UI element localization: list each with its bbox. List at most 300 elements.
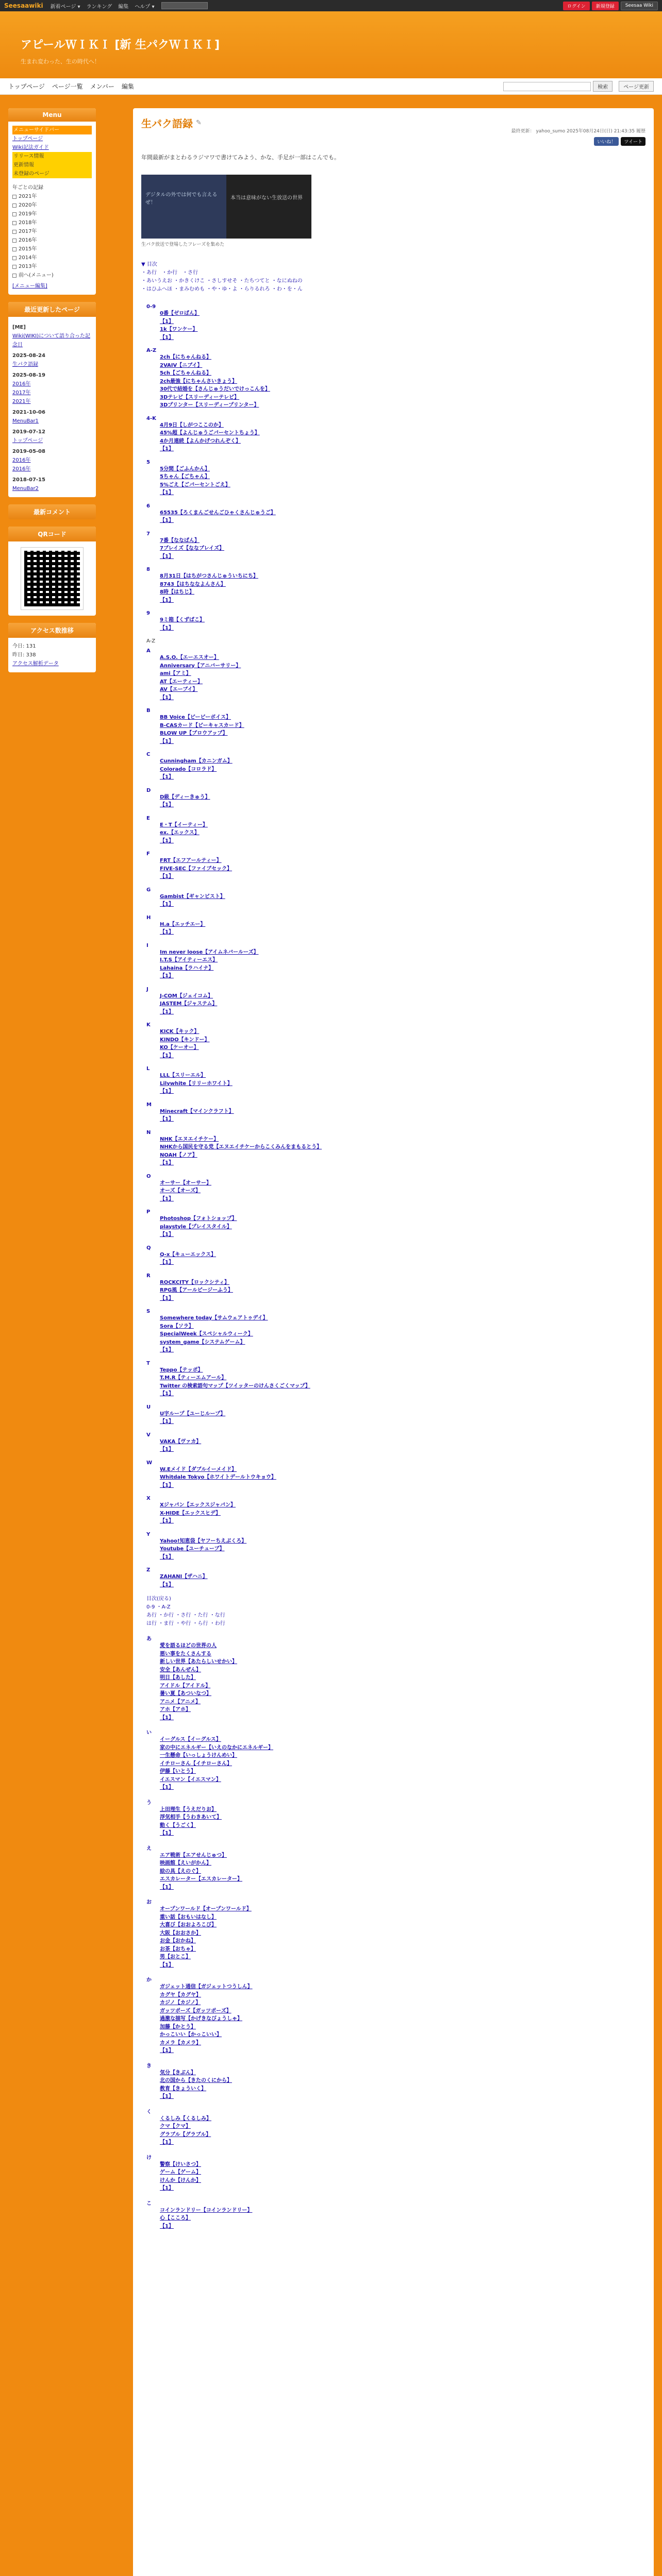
qr-box	[8, 527, 96, 616]
topbar-menu-ranking[interactable]: ランキング	[86, 4, 112, 10]
register-button[interactable]: 新規登録	[592, 2, 619, 10]
glossary-entry[interactable]: 30代で結婚を【さんじゅうだいでけっこんを】	[160, 386, 270, 392]
glossary-entry[interactable]: けんか【けんか】	[160, 2177, 201, 2183]
glossary-entry[interactable]: KINDO【キンドー】	[160, 1037, 210, 1043]
glossary-entry[interactable]: SpecialWeek【スペシャルウィーク】	[160, 1331, 253, 1337]
glossary-group-heading[interactable]: I	[146, 942, 148, 948]
glossary-entry[interactable]: イエスマン【イエスマン】	[160, 1776, 221, 1783]
recent-link[interactable]: 生パク語録	[12, 362, 38, 367]
glossary-entry[interactable]: 【1】	[160, 490, 174, 496]
glossary-entry[interactable]: Gambist【ギャンビスト】	[160, 893, 225, 900]
glossary-group	[141, 304, 646, 342]
glossary-entry[interactable]: 5%ごえ【ごパーセントごえ】	[160, 482, 230, 488]
year-item[interactable]	[12, 271, 92, 280]
recent-link[interactable]: 2016年	[12, 457, 31, 463]
glossary-entry[interactable]: 7番【ななばん】	[160, 537, 200, 544]
glossary-list	[160, 1852, 646, 1892]
glossary-entry[interactable]: 【1】	[160, 625, 174, 631]
glossary-entry[interactable]: 2ch最強【にちゃんさいきょう】	[160, 378, 238, 384]
glossary-entry[interactable]: 【1】	[160, 2048, 174, 2054]
glossary-entry[interactable]: 5分間【ごふんかん】	[160, 466, 210, 472]
glossary-entry[interactable]: 気分【きぶん】	[160, 2070, 196, 2076]
glossary-entry[interactable]: 警察【けいさつ】	[160, 2161, 201, 2167]
glossary-group	[141, 1273, 646, 1303]
glossary-entry[interactable]: ガジェット通信【ガジェットつうしん】	[160, 1984, 253, 1990]
glossary-group-heading[interactable]: V	[146, 1432, 151, 1438]
glossary-group-heading[interactable]: き	[146, 2063, 152, 2069]
glossary-entry[interactable]: 【1】	[160, 1518, 174, 1524]
glossary-group	[141, 348, 646, 410]
glossary-group	[141, 987, 646, 1016]
glossary-group-heading[interactable]: X	[146, 1496, 151, 1501]
recent-link[interactable]: MenuBar2	[12, 486, 39, 492]
glossary-entry[interactable]: 【1】	[160, 1884, 174, 1890]
alpha-heading[interactable]: A-Z	[146, 638, 156, 644]
recent-link[interactable]: 2021年	[12, 399, 31, 404]
topbar-menu-new[interactable]: 新着ページ ▾	[50, 4, 80, 10]
glossary-entry[interactable]: 【1】	[160, 1053, 174, 1059]
glossary-entry[interactable]: 大喜び【おおよろこび】	[160, 1922, 217, 1928]
glossary-list	[160, 2161, 646, 2193]
glossary-entry[interactable]: BB Voice【ビービーボイス】	[160, 715, 231, 720]
glossary-entry[interactable]: 【1】	[160, 1347, 174, 1353]
facebook-like-button[interactable]: いいね！	[594, 137, 619, 146]
glossary-group	[141, 2199, 646, 2231]
seesaa-wiki-button[interactable]: Seesaa Wiki	[621, 2, 658, 10]
glossary-entry[interactable]: 【1】	[160, 2223, 174, 2229]
glossary-entry[interactable]: カグヤ【カグヤ】	[160, 1992, 201, 1998]
glossary-entry[interactable]: 映画館【えいがかん】	[160, 1860, 211, 1866]
glossary-group-heading[interactable]: P	[146, 1209, 151, 1215]
glossary-entry[interactable]: 【1】	[160, 1116, 174, 1122]
glossary-entry[interactable]: T.M.R【ティーエムアール】	[160, 1375, 227, 1381]
glossary-entry[interactable]: Twitter の検索語句マップ【ツイッターのけんさくごくマップ】	[160, 1383, 310, 1389]
toc-line[interactable]: ・はひふへほ ・まみむめも ・や・ゆ・よ ・らりるれろ ・わ・を・ん	[141, 286, 303, 292]
glossary-group-heading[interactable]: E	[146, 815, 150, 821]
glossary-group-heading[interactable]: く	[146, 2109, 152, 2115]
glossary-entry[interactable]: Lilywhite【リリーホワイト】	[160, 1080, 233, 1087]
glossary-entry[interactable]: 【1】	[160, 1160, 174, 1166]
toc-line[interactable]: ・あ行 ・か行 ・さ行	[141, 270, 198, 276]
nav-page-list[interactable]: ページ一覧	[52, 83, 83, 90]
glossary-entry[interactable]: アニメ【アニメ】	[160, 1699, 201, 1705]
glossary-entry[interactable]: Photoshop【フォトショップ】	[160, 1216, 237, 1222]
glossary-entry[interactable]: 愛を語るほどの世界の人	[160, 1643, 217, 1649]
glossary-entry[interactable]: Minecraft【マインクラフト】	[160, 1108, 234, 1114]
glossary-entry[interactable]: 2ch【にちゃんねる】	[160, 354, 212, 360]
glossary-entry[interactable]: クマ【クマ】	[160, 2124, 191, 2129]
glossary-entry[interactable]: Whitdale Tokyo【ホワイトデールトウキョウ】	[160, 1475, 276, 1480]
menu-item[interactable]: 未登録のページ	[12, 170, 92, 178]
glossary-entry[interactable]: 8743【はちななよんさん】	[160, 581, 226, 587]
glossary-entry[interactable]: D級【ディーきゅう】	[160, 794, 210, 800]
nav-edit[interactable]: 編集	[121, 83, 134, 90]
glossary-entry[interactable]: Anniversary【アニバーサリー】	[160, 663, 241, 669]
glossary-group-heading[interactable]: Q	[146, 1245, 151, 1251]
glossary-entry[interactable]: イチローさん【イチローさん】	[160, 1760, 232, 1767]
glossary-entry[interactable]: ZAHANI【ザハニ】	[160, 1574, 208, 1580]
glossary-group-heading[interactable]: 9	[146, 611, 150, 616]
glossary-entry[interactable]: 【1】	[160, 1232, 174, 1238]
glossary-entry[interactable]: 【1】	[160, 1089, 174, 1094]
glossary-group-heading[interactable]: F	[146, 851, 150, 857]
sub-toc-line[interactable]: 目次(戻る)	[146, 1596, 171, 1602]
glossary-entry[interactable]: 【1】	[160, 1554, 174, 1560]
recent-link[interactable]: 2016年	[12, 466, 31, 472]
glossary-group-heading[interactable]: O	[146, 1173, 151, 1179]
glossary-group	[141, 1567, 646, 1589]
glossary-entry[interactable]: イーグルス【イーグルス】	[160, 1737, 221, 1742]
glossary-entry[interactable]: Im never loose【アイムネバールーズ】	[160, 949, 259, 955]
glossary-entry[interactable]: JASTEM【ジャステム】	[160, 1001, 218, 1007]
glossary-entry[interactable]: NOAH【ノア】	[160, 1152, 197, 1158]
glossary-entry[interactable]: お茶【おちゃ】	[160, 1946, 196, 1952]
year-item[interactable]	[12, 253, 92, 262]
glossary-entry[interactable]: アホ【アホ】	[160, 1707, 191, 1713]
glossary-entry[interactable]: 【1】	[160, 973, 174, 979]
glossary-entry[interactable]: I.T.S【アイティーエス】	[160, 957, 218, 963]
glossary-entry[interactable]: ゲーム【ゲーム】	[160, 2170, 201, 2175]
glossary-entry[interactable]: Cunningham【カニンガム】	[160, 758, 233, 764]
glossary-group-heading[interactable]: J	[146, 986, 148, 992]
glossary-entry[interactable]: 5ちゃん【ごちゃん】	[160, 474, 210, 480]
glossary-entry[interactable]: Sora【ソラ】	[160, 1323, 194, 1329]
glossary-entry[interactable]: カジノ【カジノ】	[160, 2000, 201, 2006]
nav-top-page[interactable]: トップページ	[8, 83, 45, 90]
glossary-entry[interactable]: 北の国から【きたのくにから】	[160, 2078, 232, 2083]
glossary-entry[interactable]: 【1】	[160, 694, 174, 701]
glossary-entry[interactable]: FIVE-SEC【ファイブセック】	[160, 866, 233, 872]
glossary-entry[interactable]: ami【アミ】	[160, 671, 191, 676]
glossary-entry[interactable]: W.Eメイド【ダブルイーメイド】	[160, 1466, 237, 1472]
glossary-entry[interactable]: Lahaina【ラハイナ】	[160, 965, 214, 971]
glossary-entry[interactable]: Youtube【ユーチューブ】	[160, 1546, 225, 1552]
glossary-entry[interactable]: 絵の具【えのぐ】	[160, 1868, 201, 1874]
glossary-group-heading[interactable]: K	[146, 1022, 151, 1028]
menu-item[interactable]: メニューサイドバー	[12, 126, 92, 134]
glossary-list	[160, 1279, 646, 1303]
glossary-entry[interactable]: 暑い夏【あついなつ】	[160, 1691, 211, 1697]
recent-link[interactable]: MenuBar1	[12, 418, 39, 424]
glossary-entry[interactable]: 大阪【おおさか】	[160, 1930, 201, 1936]
menu-item[interactable]: リリース情報	[12, 152, 92, 161]
recent-list	[8, 317, 96, 497]
glossary-entry[interactable]: 【1】	[160, 874, 174, 879]
glossary-group-heading[interactable]: け	[146, 2155, 152, 2161]
glossary-entry[interactable]: 9ミ箱【くずばこ】	[160, 617, 205, 623]
glossary-entry[interactable]: 8時【はちじ】	[160, 589, 194, 595]
glossary-entry[interactable]: 【1】	[160, 2140, 174, 2145]
checkbox-icon	[12, 239, 16, 243]
glossary-entry[interactable]: 8月31日【はちがつさんじゅういちにち】	[160, 573, 258, 579]
glossary-entry[interactable]: 【1】	[160, 1009, 174, 1015]
glossary-entry[interactable]: 【1】	[160, 446, 174, 452]
checkbox-icon	[12, 230, 16, 234]
glossary-entry[interactable]: 65535【ろくまんごせんごひゃくさんじゅうご】	[160, 510, 276, 516]
glossary-entry[interactable]: Yahoo!知恵袋【ヤフーちえぶくろ】	[160, 1538, 247, 1544]
glossary-group-heading[interactable]: お	[146, 1900, 152, 1905]
glossary-list	[160, 857, 646, 881]
glossary-group-heading[interactable]: R	[146, 1273, 151, 1279]
glossary-group	[141, 943, 646, 980]
glossary-entry[interactable]: 心【こころ】	[160, 2215, 191, 2221]
glossary-entry[interactable]: 【1】	[160, 929, 174, 935]
glossary-entry[interactable]: NHKから国民を守る党【エヌエイチケーからこくみんをまもるとう】	[160, 1144, 322, 1150]
glossary-entry[interactable]: LLL【スリーエル】	[160, 1073, 206, 1078]
glossary-group-heading[interactable]: N	[146, 1129, 151, 1136]
glossary-entry[interactable]: 【1】	[160, 1582, 174, 1588]
glossary-entry[interactable]: 【1】	[160, 1391, 174, 1397]
glossary-group-heading[interactable]: か	[146, 1977, 152, 1983]
glossary-entry[interactable]: RPG風【アールピージーふう】	[160, 1287, 233, 1293]
glossary-group-heading[interactable]: T	[146, 1360, 150, 1366]
menu-item[interactable]: 更新情報	[12, 161, 92, 170]
wiki-search-input[interactable]	[503, 82, 591, 91]
year-item[interactable]	[12, 210, 92, 218]
glossary-entry[interactable]: 7ブレイズ【ななブレイズ】	[160, 546, 224, 551]
glossary-entry[interactable]: 【1】	[160, 1962, 174, 1968]
year-item[interactable]	[12, 262, 92, 271]
tweet-button[interactable]: ツイート	[621, 137, 646, 146]
glossary-entry[interactable]: system_game【システムゲーム】	[160, 1339, 245, 1345]
nav-members[interactable]: メンバー	[90, 83, 114, 90]
glossary-group	[141, 1404, 646, 1426]
glossary-entry[interactable]: B-CASカード【ビーキャスカード】	[160, 722, 244, 728]
glossary-list	[160, 992, 646, 1016]
glossary-group-heading[interactable]: 7	[146, 531, 150, 537]
glossary-group-heading[interactable]: あ	[146, 1636, 152, 1642]
toc-line[interactable]: ・あいうえお ・かきくけこ ・さしすせそ ・たちつてと ・なにぬねの	[141, 278, 303, 284]
glossary-entry[interactable]: 【1】	[160, 774, 174, 780]
year-item[interactable]	[12, 218, 92, 227]
glossary-entry[interactable]: KICK【キック】	[160, 1029, 200, 1035]
glossary-group-heading[interactable]: B	[146, 708, 151, 714]
glossary-entry[interactable]: オーサー【オーサー】	[160, 1180, 211, 1186]
year-item[interactable]	[12, 245, 92, 253]
sub-toc-line[interactable]: あ行 ・か行 ・さ行 ・た行 ・な行	[146, 1613, 225, 1618]
glossary-list	[160, 1537, 646, 1562]
glossary-group-heading[interactable]: 8	[146, 567, 150, 572]
glossary-entry[interactable]: 過激な描写【かげきなびょうしゃ】	[160, 2016, 242, 2022]
glossary-group	[141, 1460, 646, 1490]
glossary-entry[interactable]: オーズ【オーズ】	[160, 1188, 201, 1194]
glossary-entry[interactable]: 男【おとこ】	[160, 1954, 191, 1960]
glossary-entry[interactable]: 新しい世界【あたらしいせかい】	[160, 1659, 237, 1665]
glossary-entry[interactable]: 伊藤【いとう】	[160, 1769, 196, 1774]
glossary-entry[interactable]: 5ch【ごちゃんねる】	[160, 370, 212, 376]
recent-link[interactable]: 2017年	[12, 390, 31, 396]
glossary-entry[interactable]: 【1】	[160, 802, 174, 808]
glossary-entry[interactable]: 【1】	[160, 838, 174, 844]
toc-line[interactable]: ▼ 目次	[141, 262, 157, 267]
glossary-group-heading[interactable]: う	[146, 1800, 152, 1806]
glossary-entry[interactable]: Somewhere today【サムウェアトゥデイ】	[160, 1315, 268, 1321]
glossary-entry[interactable]: 安全【あんぜん】	[160, 1667, 201, 1673]
glossary-entry[interactable]: NHK【エヌエイチケー】	[160, 1136, 219, 1142]
site-title[interactable]: アピールＷＩＫＩ [新 生パクＷＩＫＩ]	[21, 39, 220, 52]
glossary-entry[interactable]: 明日【あした】	[160, 1675, 196, 1681]
glossary-entry[interactable]: BLOW UP【ブロウアップ】	[160, 731, 228, 736]
topbar-menu-edit[interactable]: 編集	[118, 4, 129, 10]
glossary-entry[interactable]: 重い話【おもいはなし】	[160, 1914, 217, 1920]
glossary-entry[interactable]: KO【ケーオー】	[160, 1045, 199, 1050]
sub-toc-line[interactable]: 0-9 ・A-Z	[146, 1604, 171, 1610]
pencil-icon[interactable]: ✎	[196, 119, 202, 127]
nav-items	[8, 82, 134, 91]
glossary-entry[interactable]: 3Dプリンター【スリーディープリンター】	[160, 402, 259, 408]
year-item[interactable]	[12, 236, 92, 245]
glossary-group-heading[interactable]: A	[146, 648, 151, 654]
glossary-entry[interactable]: 0番【ゼロばん】	[160, 311, 200, 316]
glossary-entry[interactable]: Xジャパン【エックスジャパン】	[160, 1502, 236, 1508]
topbar-search-input[interactable]	[161, 2, 208, 9]
glossary-entry[interactable]: 【1】	[160, 1482, 174, 1488]
glossary-entry[interactable]: FRT【エフアールティー】	[160, 858, 222, 863]
glossary-group-heading[interactable]: G	[146, 887, 151, 893]
recent-link[interactable]: Wiki(WIKI)について語り合った記念日	[12, 333, 90, 348]
topbar-menu-help[interactable]: ヘルプ ▾	[135, 4, 155, 10]
glossary-group	[141, 611, 646, 632]
seesaa-logo[interactable]	[4, 2, 43, 9]
glossary-entry[interactable]: X-HIDE【エックスヒデ】	[160, 1510, 221, 1516]
glossary-group-heading[interactable]: A-Z	[146, 348, 157, 353]
nav-search	[503, 81, 654, 92]
glossary-entry[interactable]: オープンワールド【オープンワールド】	[160, 1906, 252, 1912]
glossary-entry[interactable]: 【1】	[160, 2094, 174, 2099]
glossary-group-heading[interactable]: U	[146, 1404, 151, 1410]
glossary-entry[interactable]: 【1】	[160, 1447, 174, 1452]
year-item[interactable]	[12, 227, 92, 236]
glossary-entry[interactable]: アイドル【アイドル】	[160, 1683, 211, 1689]
glossary-group	[141, 851, 646, 881]
menu-item[interactable]: Wiki記法ガイド	[12, 145, 49, 150]
glossary-entry[interactable]: くるしみ【くるしみ】	[160, 2115, 211, 2122]
glossary-entry[interactable]: 【1】	[160, 518, 174, 523]
glossary-entry[interactable]: ガッツポーズ【ガッツポーズ】	[160, 2008, 231, 2014]
glossary-entry[interactable]: ROCKCITY【ロックシティ】	[160, 1279, 229, 1285]
glossary-group-heading[interactable]: え	[146, 1845, 152, 1852]
glossary-group-heading[interactable]: H	[146, 914, 151, 921]
glossary-entry[interactable]: playstyle【プレイスタイル】	[160, 1224, 232, 1230]
glossary-list	[160, 921, 646, 937]
glossary-entry[interactable]: Q-x【キューエックス】	[160, 1251, 216, 1258]
glossary-group-heading[interactable]: 6	[146, 503, 150, 509]
glossary-entry[interactable]: 【1】	[160, 1419, 174, 1425]
glossary-entry[interactable]: A.S.O.【エーエスオー】	[160, 655, 219, 660]
glossary-entry[interactable]: 上田理生【うえだりお】	[160, 1806, 217, 1812]
glossary-list	[160, 1736, 646, 1792]
glossary-entry[interactable]: グラブル【グラブル】	[160, 2131, 211, 2138]
menu-item[interactable]: トップページ	[12, 136, 43, 142]
glossary-group-heading[interactable]: 4-K	[146, 415, 156, 421]
glossary-entry[interactable]: 家の中にエネルギー【いえのなかにエネルギー】	[160, 1744, 273, 1751]
glossary-entry[interactable]: 教育【きょういく】	[160, 2086, 206, 2092]
glossary-group-heading[interactable]: L	[146, 1066, 150, 1072]
access-analysis-link[interactable]: アクセス解析データ	[12, 661, 59, 667]
glossary-entry[interactable]: 【1】	[160, 597, 174, 603]
glossary-entry[interactable]: 【1】	[160, 1831, 174, 1836]
year-item[interactable]	[12, 201, 92, 210]
glossary-entry[interactable]: VAKA【ヴァカ】	[160, 1438, 202, 1445]
recent-link[interactable]: トップページ	[12, 438, 43, 444]
glossary-entry[interactable]: 【1】	[160, 334, 174, 341]
recent-link[interactable]: 2016年	[12, 381, 31, 387]
glossary-entry[interactable]: 【1】	[160, 902, 174, 907]
glossary-entry[interactable]: 【1】	[160, 318, 174, 325]
glossary-entry[interactable]: カメラ【カメラ】	[160, 2040, 201, 2046]
glossary-group-heading[interactable]: M	[146, 1101, 152, 1108]
glossary-entry[interactable]: 3Dテレビ【スリーディーテレビ】	[160, 394, 240, 400]
page-update-button[interactable]: ページ更新	[619, 81, 654, 92]
glossary-group-heading[interactable]: い	[146, 1730, 152, 1736]
glossary-entry[interactable]: 2VAIV【ニブイ】	[160, 362, 203, 368]
glossary-entry[interactable]: お金【おかね】	[160, 1938, 196, 1944]
glossary-entry[interactable]: 動く【うごく】	[160, 1822, 196, 1828]
glossary-entry[interactable]: J-COM【ジェイコム】	[160, 993, 213, 999]
year-item[interactable]	[12, 192, 92, 201]
glossary-entry[interactable]: Colorado【コロラド】	[160, 766, 217, 772]
glossary-entry[interactable]: 【1】	[160, 2185, 174, 2191]
recent-date: [ME]	[12, 325, 26, 330]
glossary-entry[interactable]: AT【エーティー】	[160, 679, 203, 685]
sub-toc-line[interactable]: は行 ・ま行 ・や行 ・ら行 ・わ行	[146, 1621, 225, 1626]
glossary-entry[interactable]: Teppo【テッポ】	[160, 1367, 203, 1373]
glossary-entry[interactable]: 【1】	[160, 1715, 174, 1721]
glossary-entry[interactable]: 45%超【よんじゅうごパーセントちょう】	[160, 430, 260, 436]
menu-edit-link[interactable]: [メニュー編集]	[12, 283, 47, 289]
glossary-entry[interactable]: コインランドリー【コインランドリー】	[160, 2207, 253, 2213]
glossary-entry[interactable]: 悪い事をたくさんする	[160, 1651, 211, 1657]
glossary-group-heading[interactable]: S	[146, 1309, 151, 1314]
glossary-group-heading[interactable]: こ	[146, 2200, 152, 2207]
search-button[interactable]: 検索	[593, 81, 613, 92]
glossary-entry[interactable]: エスカレーター【エスカレーター】	[160, 1876, 242, 1882]
site-header	[0, 11, 662, 78]
glossary-entry[interactable]: 1k【ワンケー】	[160, 327, 198, 332]
login-button[interactable]: ログイン	[563, 2, 590, 10]
glossary-entry[interactable]: E・T【イーティー】	[160, 822, 208, 828]
glossary-entry[interactable]: エア戦術【エアせんじゅつ】	[160, 1852, 227, 1858]
glossary-entry[interactable]: かっこいい【かっこいい】	[160, 2032, 222, 2038]
glossary-entry[interactable]: 【1】	[160, 1260, 174, 1265]
glossary-group-heading[interactable]: 0-9	[146, 304, 156, 310]
glossary-group-heading[interactable]: D	[146, 787, 151, 793]
glossary-entry[interactable]: 加藤【かとう】	[160, 2024, 196, 2030]
glossary-entry[interactable]: 浮気相手【うわきあいて】	[160, 1815, 222, 1820]
access-today: 今日: 131	[12, 643, 36, 649]
glossary-group	[141, 2107, 646, 2147]
glossary-entry[interactable]: ex.【エックス】	[160, 830, 200, 836]
glossary-entry[interactable]: 一生懸命【いっしょうけんめい】	[160, 1753, 237, 1758]
glossary-entry[interactable]: 【1】	[160, 1785, 174, 1790]
glossary-entry[interactable]: 4月9日【しがつここのか】	[160, 422, 224, 428]
glossary-entry[interactable]: H.a【エッチエー】	[160, 921, 206, 927]
glossary-group	[141, 887, 646, 909]
glossary-entry[interactable]: 【1】	[160, 738, 174, 744]
glossary-group-heading[interactable]: Z	[146, 1567, 151, 1573]
glossary-entry[interactable]: 4か月連続【よんかげつれんぞく】	[160, 438, 241, 444]
glossary-group-heading[interactable]: Y	[146, 1531, 151, 1537]
year-label: 2019年	[19, 211, 37, 217]
glossary-entry[interactable]: U字ループ【ユーじループ】	[160, 1411, 226, 1417]
glossary-entry[interactable]: AV【エーブイ】	[160, 687, 198, 692]
glossary-group-heading[interactable]: 5	[146, 459, 150, 465]
glossary-entry[interactable]: 【1】	[160, 1295, 174, 1301]
glossary-entry[interactable]: 【1】	[160, 553, 174, 560]
glossary-group-heading[interactable]: W	[146, 1460, 153, 1466]
glossary-group-heading[interactable]: C	[146, 752, 151, 757]
glossary-entry[interactable]: 【1】	[160, 1196, 174, 1202]
